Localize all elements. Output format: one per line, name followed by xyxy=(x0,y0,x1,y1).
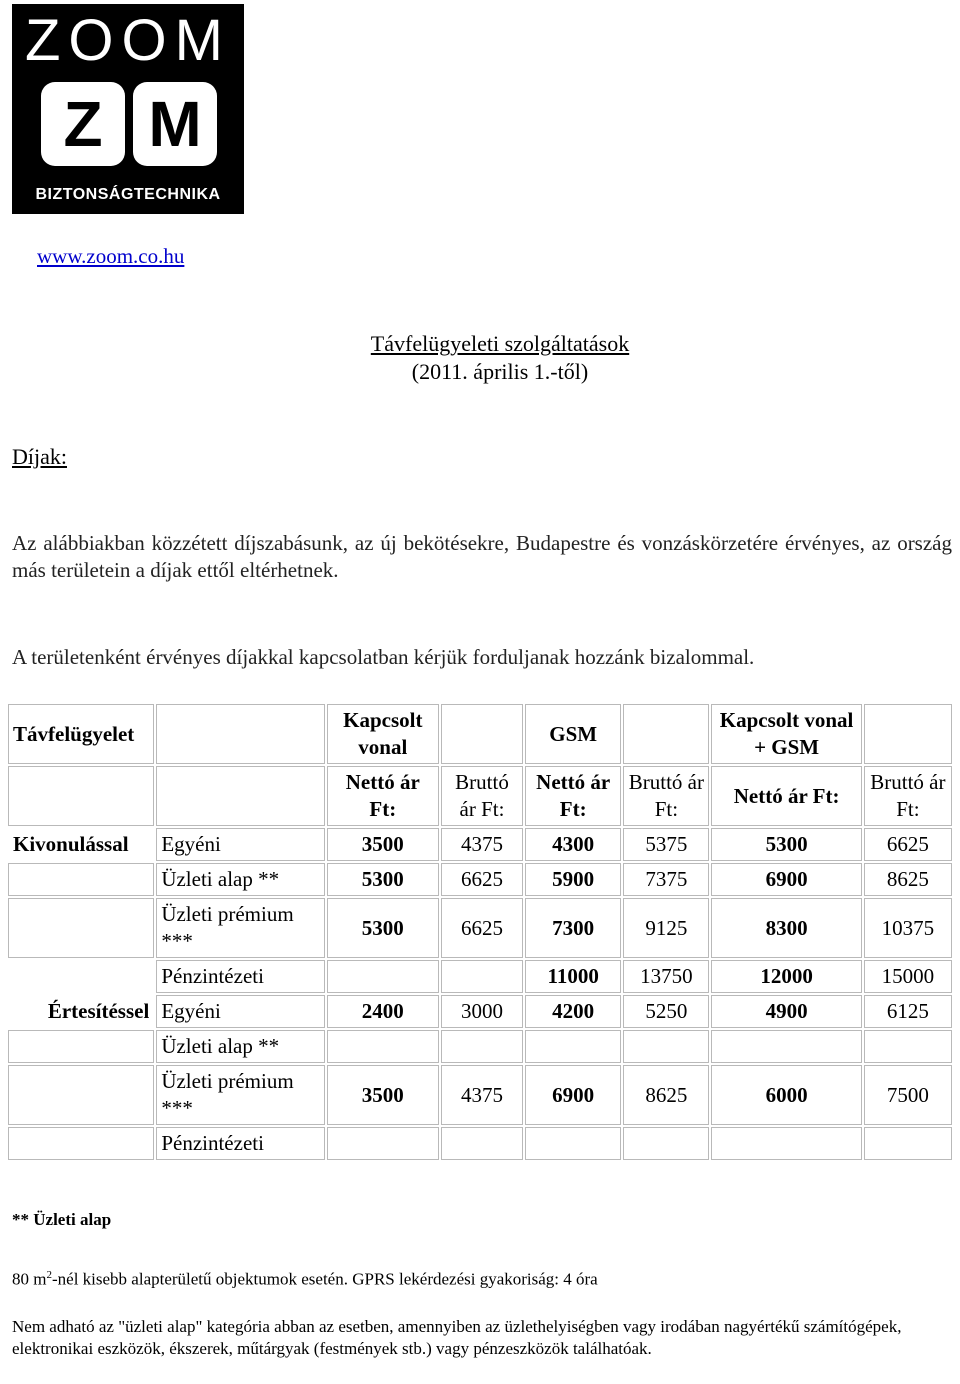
section-heading: Díjak: xyxy=(12,444,67,469)
header-empty xyxy=(156,766,324,826)
row-label: Egyéni xyxy=(156,828,324,861)
header-gsm-net: Nettó ár Ft: xyxy=(525,766,621,826)
company-logo xyxy=(12,4,244,214)
cell-gsm-net: 11000 xyxy=(525,960,621,993)
cell-both-net: 6900 xyxy=(711,863,861,896)
cell-both-net: 6000 xyxy=(711,1065,861,1125)
cell-gsm-gross: 9125 xyxy=(623,898,709,958)
table-row xyxy=(8,1127,952,1160)
cell-gsm-gross: 5250 xyxy=(623,995,709,1028)
header-both-net: Nettó ár Ft: xyxy=(711,766,861,826)
page-title: Távfelügyeleti szolgáltatások xyxy=(370,331,630,356)
cell-empty xyxy=(623,1030,709,1063)
row-label: Üzleti prémium *** xyxy=(156,1065,324,1125)
group-spacer xyxy=(8,898,154,958)
cell-both-gross: 8625 xyxy=(864,863,952,896)
table-row xyxy=(8,995,952,1028)
header-gsm-gross: Bruttó ár Ft: xyxy=(623,766,709,826)
cell-empty xyxy=(327,1030,439,1063)
header-gsm: GSM xyxy=(525,704,621,764)
group-spacer xyxy=(8,1030,154,1063)
cell-line-gross: 6625 xyxy=(441,863,523,896)
title-block xyxy=(0,330,960,386)
header-empty xyxy=(864,704,952,764)
cell-gsm-net: 6900 xyxy=(525,1065,621,1125)
header-both: Kapcsolt vonal + GSM xyxy=(711,704,861,764)
cell-empty xyxy=(327,1127,439,1160)
cell-line-gross: 4375 xyxy=(441,1065,523,1125)
cell-gsm-gross: 13750 xyxy=(623,960,709,993)
price-table xyxy=(6,702,954,1162)
intro-paragraph: Az alábbiakban közzétett díjszabásunk, az új bekötésekre, Budapestre és vonzáskörzetére érvényes, az ország más területein a díjak ettől eltérhetnek. xyxy=(12,531,952,582)
header-empty xyxy=(623,704,709,764)
header-row-groups xyxy=(8,704,952,764)
cell-empty xyxy=(711,1127,861,1160)
cell-gsm-net: 4300 xyxy=(525,828,621,861)
cell-line-net: 5300 xyxy=(327,898,439,958)
table-row xyxy=(8,960,952,993)
footnote-title: ** Üzleti alap xyxy=(12,1210,112,1229)
row-label: Pénzintézeti xyxy=(156,1127,324,1160)
cell-line-gross: 6625 xyxy=(441,898,523,958)
table-row xyxy=(8,898,952,958)
logo-tile-z: Z xyxy=(41,82,125,166)
group-spacer xyxy=(8,863,154,896)
cell-line-gross: 4375 xyxy=(441,828,523,861)
cell-line-net: 3500 xyxy=(327,1065,439,1125)
table-row xyxy=(8,828,952,861)
page-subtitle: (2011. április 1.-től) xyxy=(411,359,589,384)
cell-both-net: 5300 xyxy=(711,828,861,861)
group-spacer xyxy=(8,1127,154,1160)
contact-paragraph: A területenként érvényes díjakkal kapcsolatban kérjük forduljanak hozzánk bizalommal. xyxy=(12,645,755,669)
cell-both-gross: 6625 xyxy=(864,828,952,861)
header-empty xyxy=(156,704,324,764)
group-spacer xyxy=(8,960,154,993)
header-both-gross: Bruttó ár Ft: xyxy=(864,766,952,826)
group-name-notification: Értesítéssel xyxy=(47,999,150,1023)
row-label: Egyéni xyxy=(156,995,324,1028)
cell-gsm-net: 5900 xyxy=(525,863,621,896)
cell-both-gross: 15000 xyxy=(864,960,952,993)
group-name-dispatch: Kivonulással xyxy=(13,832,129,856)
cell-line-gross: 3000 xyxy=(441,995,523,1028)
footnote-superscript: 2 xyxy=(46,1269,52,1281)
header-empty xyxy=(441,704,523,764)
cell-empty xyxy=(525,1127,621,1160)
cell-gsm-gross: 5375 xyxy=(623,828,709,861)
cell-line-gross xyxy=(441,960,523,993)
logo-word: ZOOM xyxy=(25,8,231,73)
cell-empty xyxy=(864,1127,952,1160)
cell-gsm-gross: 7375 xyxy=(623,863,709,896)
cell-line-net: 3500 xyxy=(327,828,439,861)
cell-empty xyxy=(711,1030,861,1063)
cell-line-net: 5300 xyxy=(327,863,439,896)
cell-empty xyxy=(623,1127,709,1160)
row-label: Üzleti prémium *** xyxy=(156,898,324,958)
footnote-line-1-prefix: 80 m xyxy=(12,1269,47,1289)
cell-empty xyxy=(441,1127,523,1160)
header-service: Távfelügyelet xyxy=(8,704,154,764)
cell-empty xyxy=(525,1030,621,1063)
cell-line-net: 2400 xyxy=(327,995,439,1028)
table-row xyxy=(8,1065,952,1125)
cell-gsm-net: 7300 xyxy=(525,898,621,958)
row-label: Pénzintézeti xyxy=(156,960,324,993)
table-row xyxy=(8,1030,952,1063)
cell-both-gross: 7500 xyxy=(864,1065,952,1125)
footnote-line-1 xyxy=(12,1264,952,1291)
header-row-prices xyxy=(8,766,952,826)
header-line-gross: Bruttó ár Ft: xyxy=(441,766,523,826)
cell-gsm-net: 4200 xyxy=(525,995,621,1028)
cell-both-net: 4900 xyxy=(711,995,861,1028)
logo-tile-m: M xyxy=(133,82,217,166)
table-row xyxy=(8,863,952,896)
footnote-line-2: Nem adható az "üzleti alap" kategória abban az esetben, amennyiben az üzlethelyiségben vagy irodában nagyértékű számítógépek, elektronikai eszközök, ékszerek, műtárgyak (festmények stb.) vagy pénzeszközök találhatóak. xyxy=(12,1317,902,1358)
group-spacer xyxy=(8,1065,154,1125)
cell-gsm-gross: 8625 xyxy=(623,1065,709,1125)
cell-line-net xyxy=(327,960,439,993)
cell-empty xyxy=(441,1030,523,1063)
website-link[interactable]: www.zoom.co.hu xyxy=(37,244,185,268)
cell-both-gross: 6125 xyxy=(864,995,952,1028)
cell-both-net: 8300 xyxy=(711,898,861,958)
header-line-net: Nettó ár Ft: xyxy=(327,766,439,826)
cell-both-gross: 10375 xyxy=(864,898,952,958)
cell-empty xyxy=(864,1030,952,1063)
row-label: Üzleti alap ** xyxy=(156,863,324,896)
header-line: Kapcsolt vonal xyxy=(327,704,439,764)
header-empty xyxy=(8,766,154,826)
row-label: Üzleti alap ** xyxy=(156,1030,324,1063)
logo-brand-text: BIZTONSÁGTECHNIKA xyxy=(35,186,221,203)
cell-both-net: 12000 xyxy=(711,960,861,993)
footnote-line-1-suffix: -nél kisebb alapterületű objektumok esetén. GPRS lekérdezési gyakoriság: 4 óra xyxy=(51,1269,598,1289)
